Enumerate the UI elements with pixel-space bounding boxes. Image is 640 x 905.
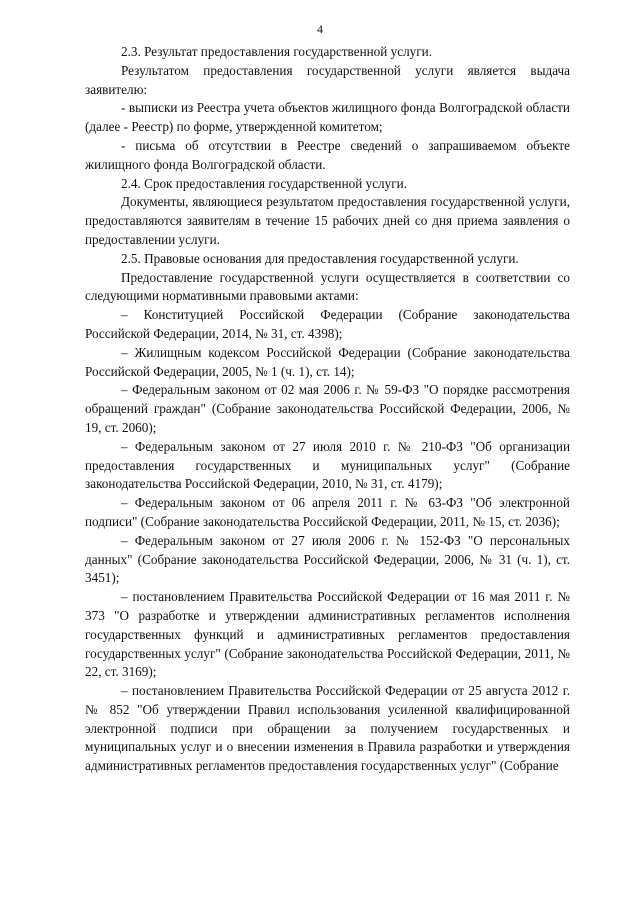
- section-2-3-heading: 2.3. Результат предоставления государственной услуги.: [121, 44, 433, 59]
- section-2-4-heading: 2.4. Срок предоставления государственной услуги.: [121, 175, 407, 191]
- document-body: [85, 43, 570, 776]
- term-paragraph: Документы, являющиеся результатом предоставления государственной услуги, предоставляются заявителям в течение 15 рабочих дней со дня приема заявления о предоставлении услуги.: [85, 194, 570, 247]
- page-number: 4: [317, 22, 323, 36]
- section-2-5-heading: 2.5. Правовые основания для предоставления государственной услуги.: [121, 250, 519, 266]
- result-item-extract: - выписки из Реестра учета объектов жилищного фонда Волгоградской области (далее - Реестр) по форме, утвержденной комитетом;: [85, 100, 570, 135]
- legal-act-152-fz: – Федеральным законом от 27 июля 2006 г. № 152-ФЗ "О персональных данных" (Собрание законодательства Российской Федерации, 2006, № 31 (ч. 1), ст. 3451);: [85, 532, 570, 586]
- legal-basis-intro: Предоставление государственной услуги осуществляется в соответствии со следующими нормативными правовыми актами:: [85, 269, 570, 304]
- legal-act-210-fz: – Федеральным законом от 27 июля 2010 г. № 210-ФЗ "Об организации предоставления государственных и муниципальных услуг" (Собрание законодательства Российской Федерации, 2010, № 31, ст. 4179);: [85, 438, 570, 492]
- legal-act-constitution: – Конституцией Российской Федерации (Собрание законодательства Российской Федерации, 2014, № 31, ст. 4398);: [85, 307, 570, 341]
- legal-act-resolution-852: – постановлением Правительства Российской Федерации от 25 августа 2012 г. № 852 "Об утверждении Правил использования усиленной квалифицированной электронной подписи при обращении за получением государственных и муниципальных услуг и о внесении изменения в Правила разработки и утверждения административных регламентов предоставления государственных услуг" (Собрание: [85, 683, 570, 774]
- legal-act-59-fz: – Федеральным законом от 02 мая 2006 г. № 59-ФЗ "О порядке рассмотрения обращений граждан" (Собрание законодательства Российской Федерации, 2006, № 19, ст. 2060);: [85, 382, 570, 435]
- result-intro-paragraph: Результатом предоставления государственной услуги является выдача заявителю:: [85, 62, 570, 97]
- result-item-letter: - письма об отсутствии в Реестре сведений о запрашиваемом объекте жилищного фонда Волгоградской области.: [85, 137, 570, 172]
- legal-act-resolution-373: – постановлением Правительства Российской Федерации от 16 мая 2011 г. № 373 "О разработке и утверждении административных регламентов исполнения государственных функций и административных регламентов предоставления государственных услуг" (Собрание законодательства Российской Федерации, 2011, № 22, ст. 3169);: [85, 589, 570, 680]
- legal-act-housing-code: – Жилищным кодексом Российской Федерации (Собрание законодательства Российской Федерации, 2005, № 1 (ч. 1), ст. 14);: [85, 344, 570, 379]
- legal-act-63-fz: – Федеральным законом от 06 апреля 2011 г. № 63-ФЗ "Об электронной подписи" (Собрание законодательства Российской Федерации, 2011, № 15, ст. 2036);: [85, 495, 570, 529]
